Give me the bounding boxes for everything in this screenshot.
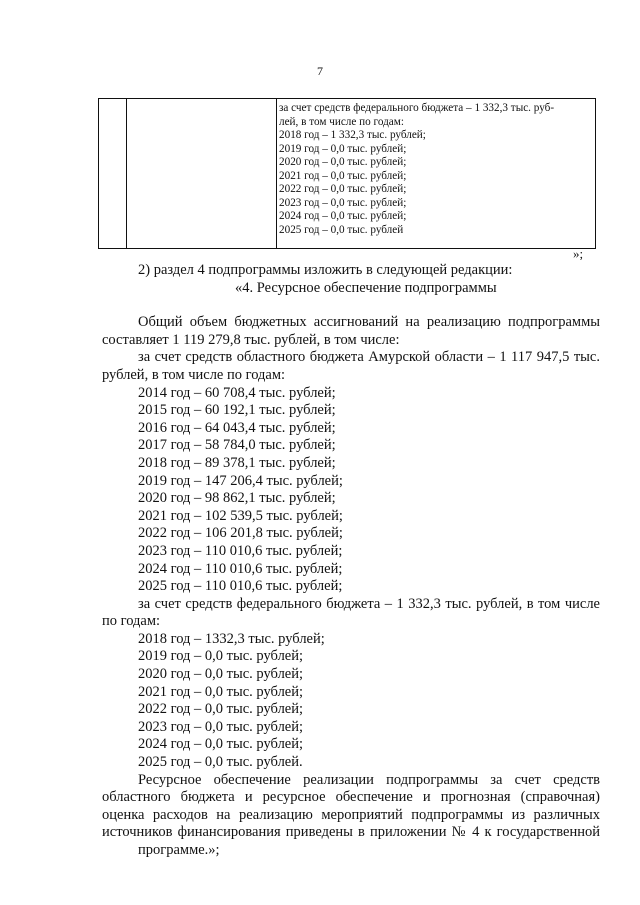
- regional-year-item: 2017 год – 58 784,0 тыс. рублей;: [138, 437, 336, 454]
- total-line-1: Общий объем бюджетных ассигнований на реализацию подпрограммы: [138, 314, 600, 331]
- table-cell-line: лей, в том числе по годам:: [279, 115, 404, 128]
- regional-year-item: 2022 год – 106 201,8 тыс. рублей;: [138, 525, 343, 542]
- final-paragraph-line: источников финансирования приведены в приложении № 4 к государственной: [102, 824, 600, 841]
- regional-year-item: 2021 год – 102 539,5 тыс. рублей;: [138, 507, 343, 524]
- table-column-divider: [276, 99, 277, 248]
- document-body: [102, 262, 600, 860]
- section-intro: 2) раздел 4 подпрограммы изложить в следующей редакции:: [138, 262, 513, 278]
- total-line-2: составляет 1 119 279,8 тыс. рублей, в том числе:: [102, 331, 400, 348]
- section-heading: «4. Ресурсное обеспечение подпрограммы: [235, 279, 497, 296]
- table-cell-line: 2023 год – 0,0 тыс. рублей;: [279, 196, 407, 209]
- budget-table-fragment: [98, 98, 596, 249]
- regional-year-item: 2023 год – 110 010,6 тыс. рублей;: [138, 542, 343, 559]
- page-number: 7: [317, 64, 323, 78]
- federal-year-item: 2023 год – 0,0 тыс. рублей;: [138, 718, 304, 735]
- federal-year-item: 2021 год – 0,0 тыс. рублей;: [138, 683, 304, 700]
- federal-year-item: 2022 год – 0,0 тыс. рублей;: [138, 701, 304, 718]
- final-paragraph-line: Ресурсное обеспечение реализации подпрограммы за счет средств: [138, 771, 600, 788]
- regional-year-item: 2024 год – 110 010,6 тыс. рублей;: [138, 560, 343, 577]
- federal-line-2: по годам:: [102, 613, 161, 630]
- federal-year-item: 2025 год – 0,0 тыс. рублей.: [138, 754, 303, 771]
- table-cell-line: 2021 год – 0,0 тыс. рублей;: [279, 169, 407, 182]
- closing-quote: »;: [573, 246, 584, 261]
- table-cell-line: 2020 год – 0,0 тыс. рублей;: [279, 156, 407, 168]
- table-cell-line: 2019 год – 0,0 тыс. рублей;: [279, 142, 407, 155]
- federal-year-item: 2019 год – 0,0 тыс. рублей;: [138, 648, 304, 665]
- regional-year-item: 2016 год – 64 043,4 тыс. рублей;: [138, 419, 336, 436]
- table-cell-line: 2022 год – 0,0 тыс. рублей;: [279, 183, 407, 195]
- table-column-divider: [126, 99, 127, 248]
- final-paragraph: [102, 772, 600, 860]
- federal-years-list: [102, 631, 600, 772]
- final-paragraph-line: программе.»;: [138, 842, 220, 858]
- final-paragraph-line: оценка расходов на реализацию мероприятий подпрограммы из различных: [102, 806, 600, 823]
- regional-year-item: 2025 год – 110 010,6 тыс. рублей;: [138, 578, 343, 595]
- regional-line-1: за счет средств областного бюджета Амурской области – 1 117 947,5 тыс.: [138, 349, 600, 366]
- table-cell-funding: [279, 102, 591, 237]
- federal-year-item: 2020 год – 0,0 тыс. рублей;: [138, 666, 304, 683]
- table-cell-line: 2018 год – 1 332,3 тыс. рублей;: [279, 129, 426, 141]
- final-paragraph-line: областного бюджета и ресурсное обеспечение и прогнозная (справочная): [102, 789, 600, 806]
- regional-year-item: 2018 год – 89 378,1 тыс. рублей;: [138, 454, 336, 471]
- table-cell-line: 2025 год – 0,0 тыс. рублей: [279, 223, 404, 236]
- federal-year-item: 2018 год – 1332,3 тыс. рублей;: [138, 630, 325, 647]
- table-cell-line: 2024 год – 0,0 тыс. рублей;: [279, 210, 407, 222]
- regional-year-item: 2015 год – 60 192,1 тыс. рублей;: [138, 402, 336, 419]
- federal-year-item: 2024 год – 0,0 тыс. рублей;: [138, 736, 304, 753]
- regional-years-list: [102, 385, 600, 596]
- regional-line-2: рублей, в том числе по годам:: [102, 366, 286, 383]
- regional-year-item: 2019 год – 147 206,4 тыс. рублей;: [138, 472, 343, 489]
- regional-year-item: 2014 год – 60 708,4 тыс. рублей;: [138, 384, 336, 401]
- federal-line-1: за счет средств федерального бюджета – 1 332,3 тыс. рублей, в том числе: [138, 595, 600, 612]
- table-cell-line: за счет средств федерального бюджета – 1 332,3 тыс. руб-: [279, 102, 555, 114]
- regional-year-item: 2020 год – 98 862,1 тыс. рублей;: [138, 490, 336, 507]
